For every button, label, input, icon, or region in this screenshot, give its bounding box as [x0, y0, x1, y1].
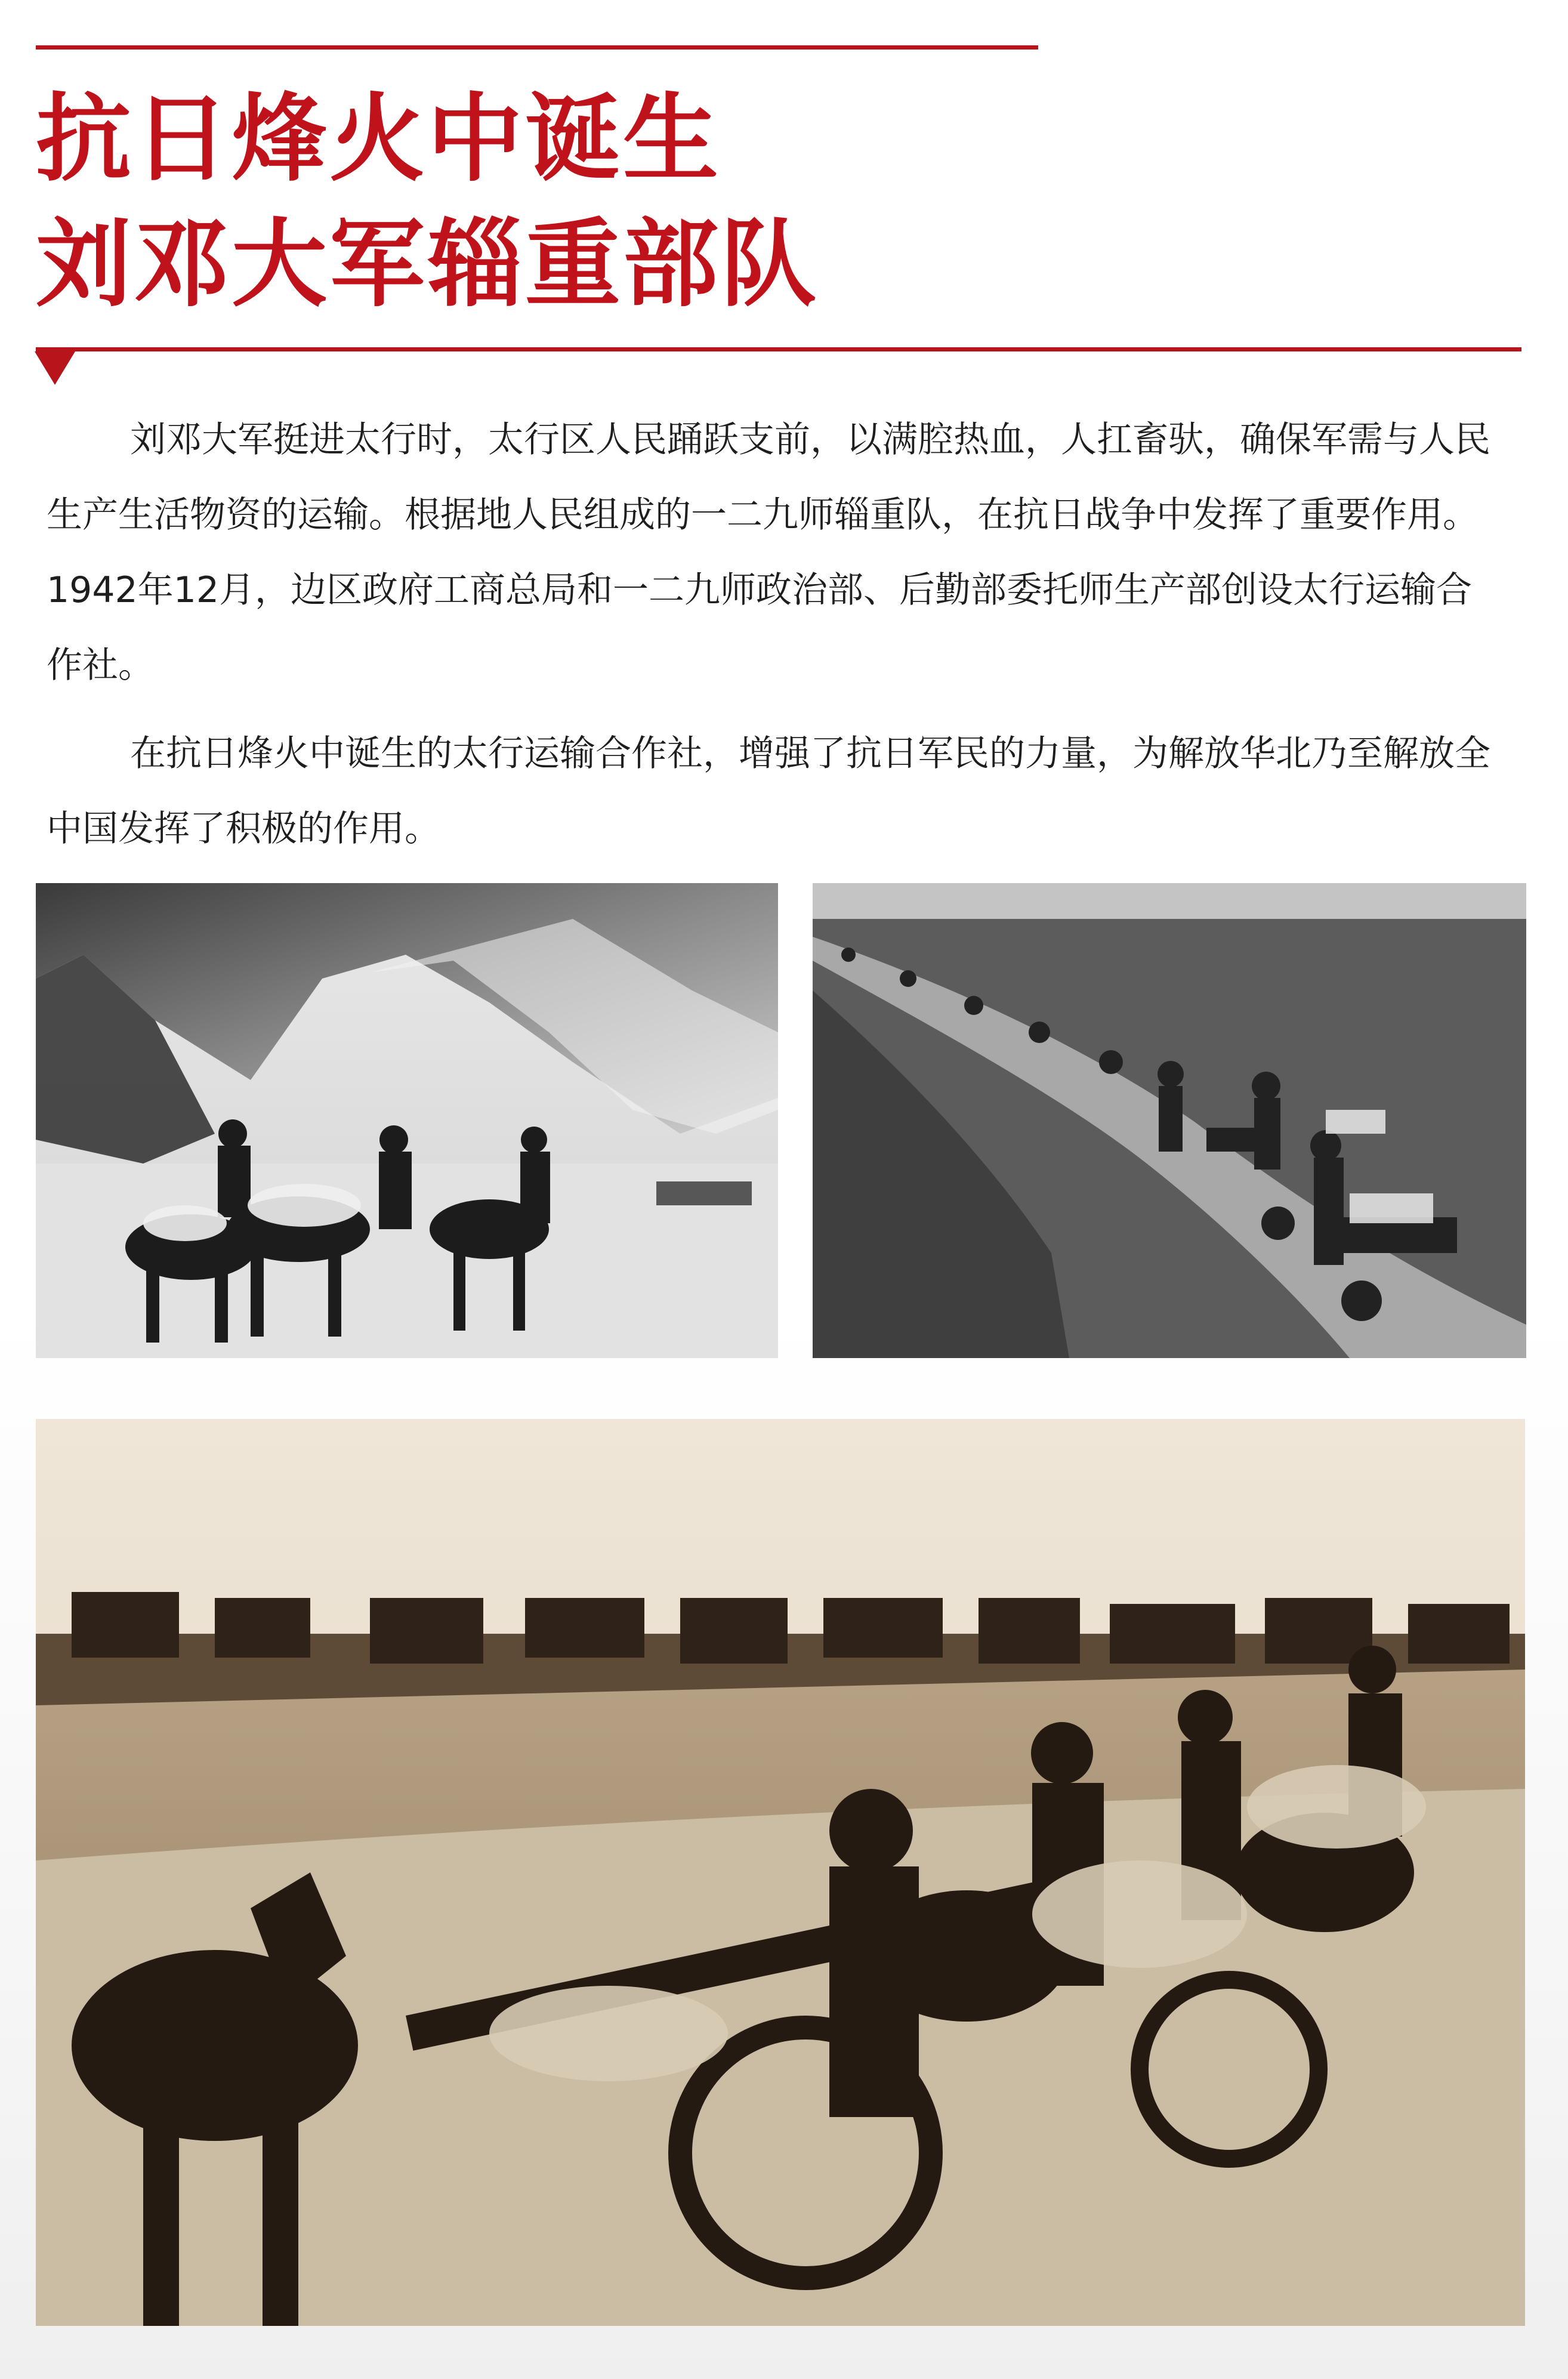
title-line-2: 刘邓大军辎重部队: [36, 208, 819, 320]
paragraph-1: 刘邓大军挺进太行时，太行区人民踊跃支前，以满腔热血，人扛畜驮，确保军需与人民生产生活物资的运输。根据地人民组成的一二九师辎重队，在抗日战争中发挥了重要作用。1942年12月，边区政府工商总局和一二九师政治部、后勤部委托师生产部创设太行运输合作社。: [47, 419, 1490, 686]
title-line-1: 抗日烽火中诞生: [36, 83, 721, 195]
article-body: [47, 402, 1490, 880]
divider-marker-icon: [35, 351, 75, 385]
photo-wheelbarrow-column: [813, 883, 1526, 1358]
photo-cart-convoy: [36, 1419, 1525, 2326]
top-divider: [36, 45, 1038, 50]
paragraph-2: 在抗日烽火中诞生的太行运输合作社，增强了抗日军民的力量，为解放华北乃至解放全中国发挥了积极的作用。: [47, 733, 1490, 850]
page-title: [36, 76, 1229, 327]
title-divider: [36, 347, 1521, 351]
photo-mountain-pack-animals: [36, 883, 778, 1358]
